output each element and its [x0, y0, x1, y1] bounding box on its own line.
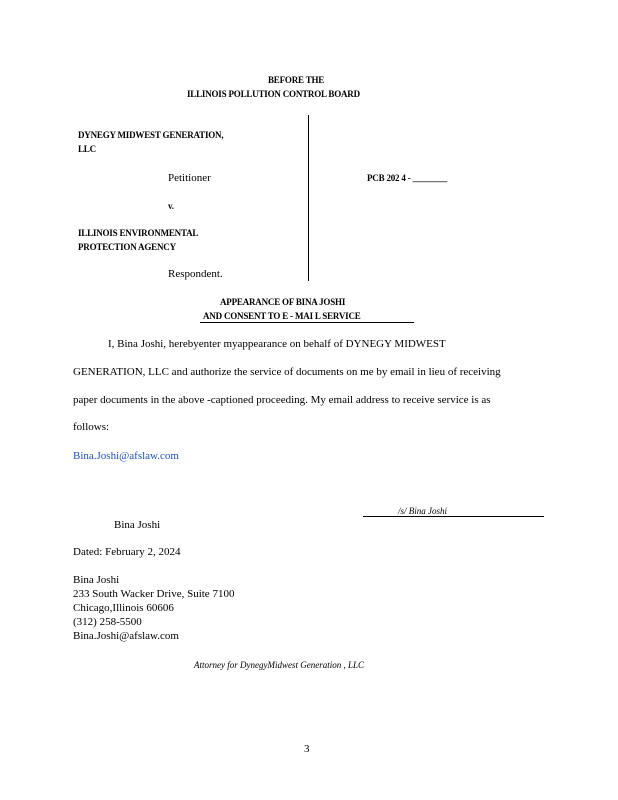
respondent-name-line1: ILLINOIS ENVIRONMENTAL [78, 228, 199, 238]
versus: v. [168, 201, 174, 211]
signer-name: Bina Joshi [114, 519, 161, 531]
signature-text: /s/ Bina Joshi [398, 506, 447, 516]
header-before-the: BEFORE THE [268, 75, 325, 85]
body-line-4: follows: [73, 421, 110, 433]
petitioner-name-line2: LLC [78, 144, 96, 154]
body-line-3: paper documents in the above -captioned proceeding. My email address to receive service is as [73, 394, 491, 406]
petitioner-label: Petitioner [168, 172, 211, 184]
body-line-1: I, Bina Joshi, herebyenter myappearance on behalf of DYNEGY MIDWEST [108, 338, 446, 350]
address-email: Bina.Joshi@afslaw.com [73, 630, 179, 642]
email-link[interactable]: Bina.Joshi@afslaw.com [73, 450, 179, 462]
petitioner-name-line1: DYNEGY MIDWEST GENERATION, [78, 130, 224, 140]
document-title-line2: AND CONSENT TO E - MAI L SERVICE [203, 311, 361, 321]
title-underline [200, 322, 414, 323]
document-title-line1: APPEARANCE OF BINA JOSHI [220, 297, 346, 307]
case-number: PCB 202 4 - ________ [367, 173, 447, 183]
header-board-name: ILLINOIS POLLUTION CONTROL BOARD [187, 89, 360, 99]
respondent-label: Respondent. [168, 268, 223, 280]
signature-line [363, 516, 544, 517]
attorney-line: Attorney for DynegyMidwest Generation , LLC [194, 660, 364, 670]
address-street: 233 South Wacker Drive, Suite 7100 [73, 588, 235, 600]
address-name: Bina Joshi [73, 574, 120, 586]
body-line-2: GENERATION, LLC and authorize the service of documents on me by email in lieu of receiving [73, 366, 501, 378]
caption-divider [308, 115, 309, 281]
address-city: Chicago,Illinois 60606 [73, 602, 174, 614]
respondent-name-line2: PROTECTION AGENCY [78, 242, 176, 252]
address-phone: (312) 258-5500 [73, 616, 142, 628]
page-number: 3 [304, 743, 310, 755]
date-line: Dated: February 2, 2024 [73, 546, 181, 558]
